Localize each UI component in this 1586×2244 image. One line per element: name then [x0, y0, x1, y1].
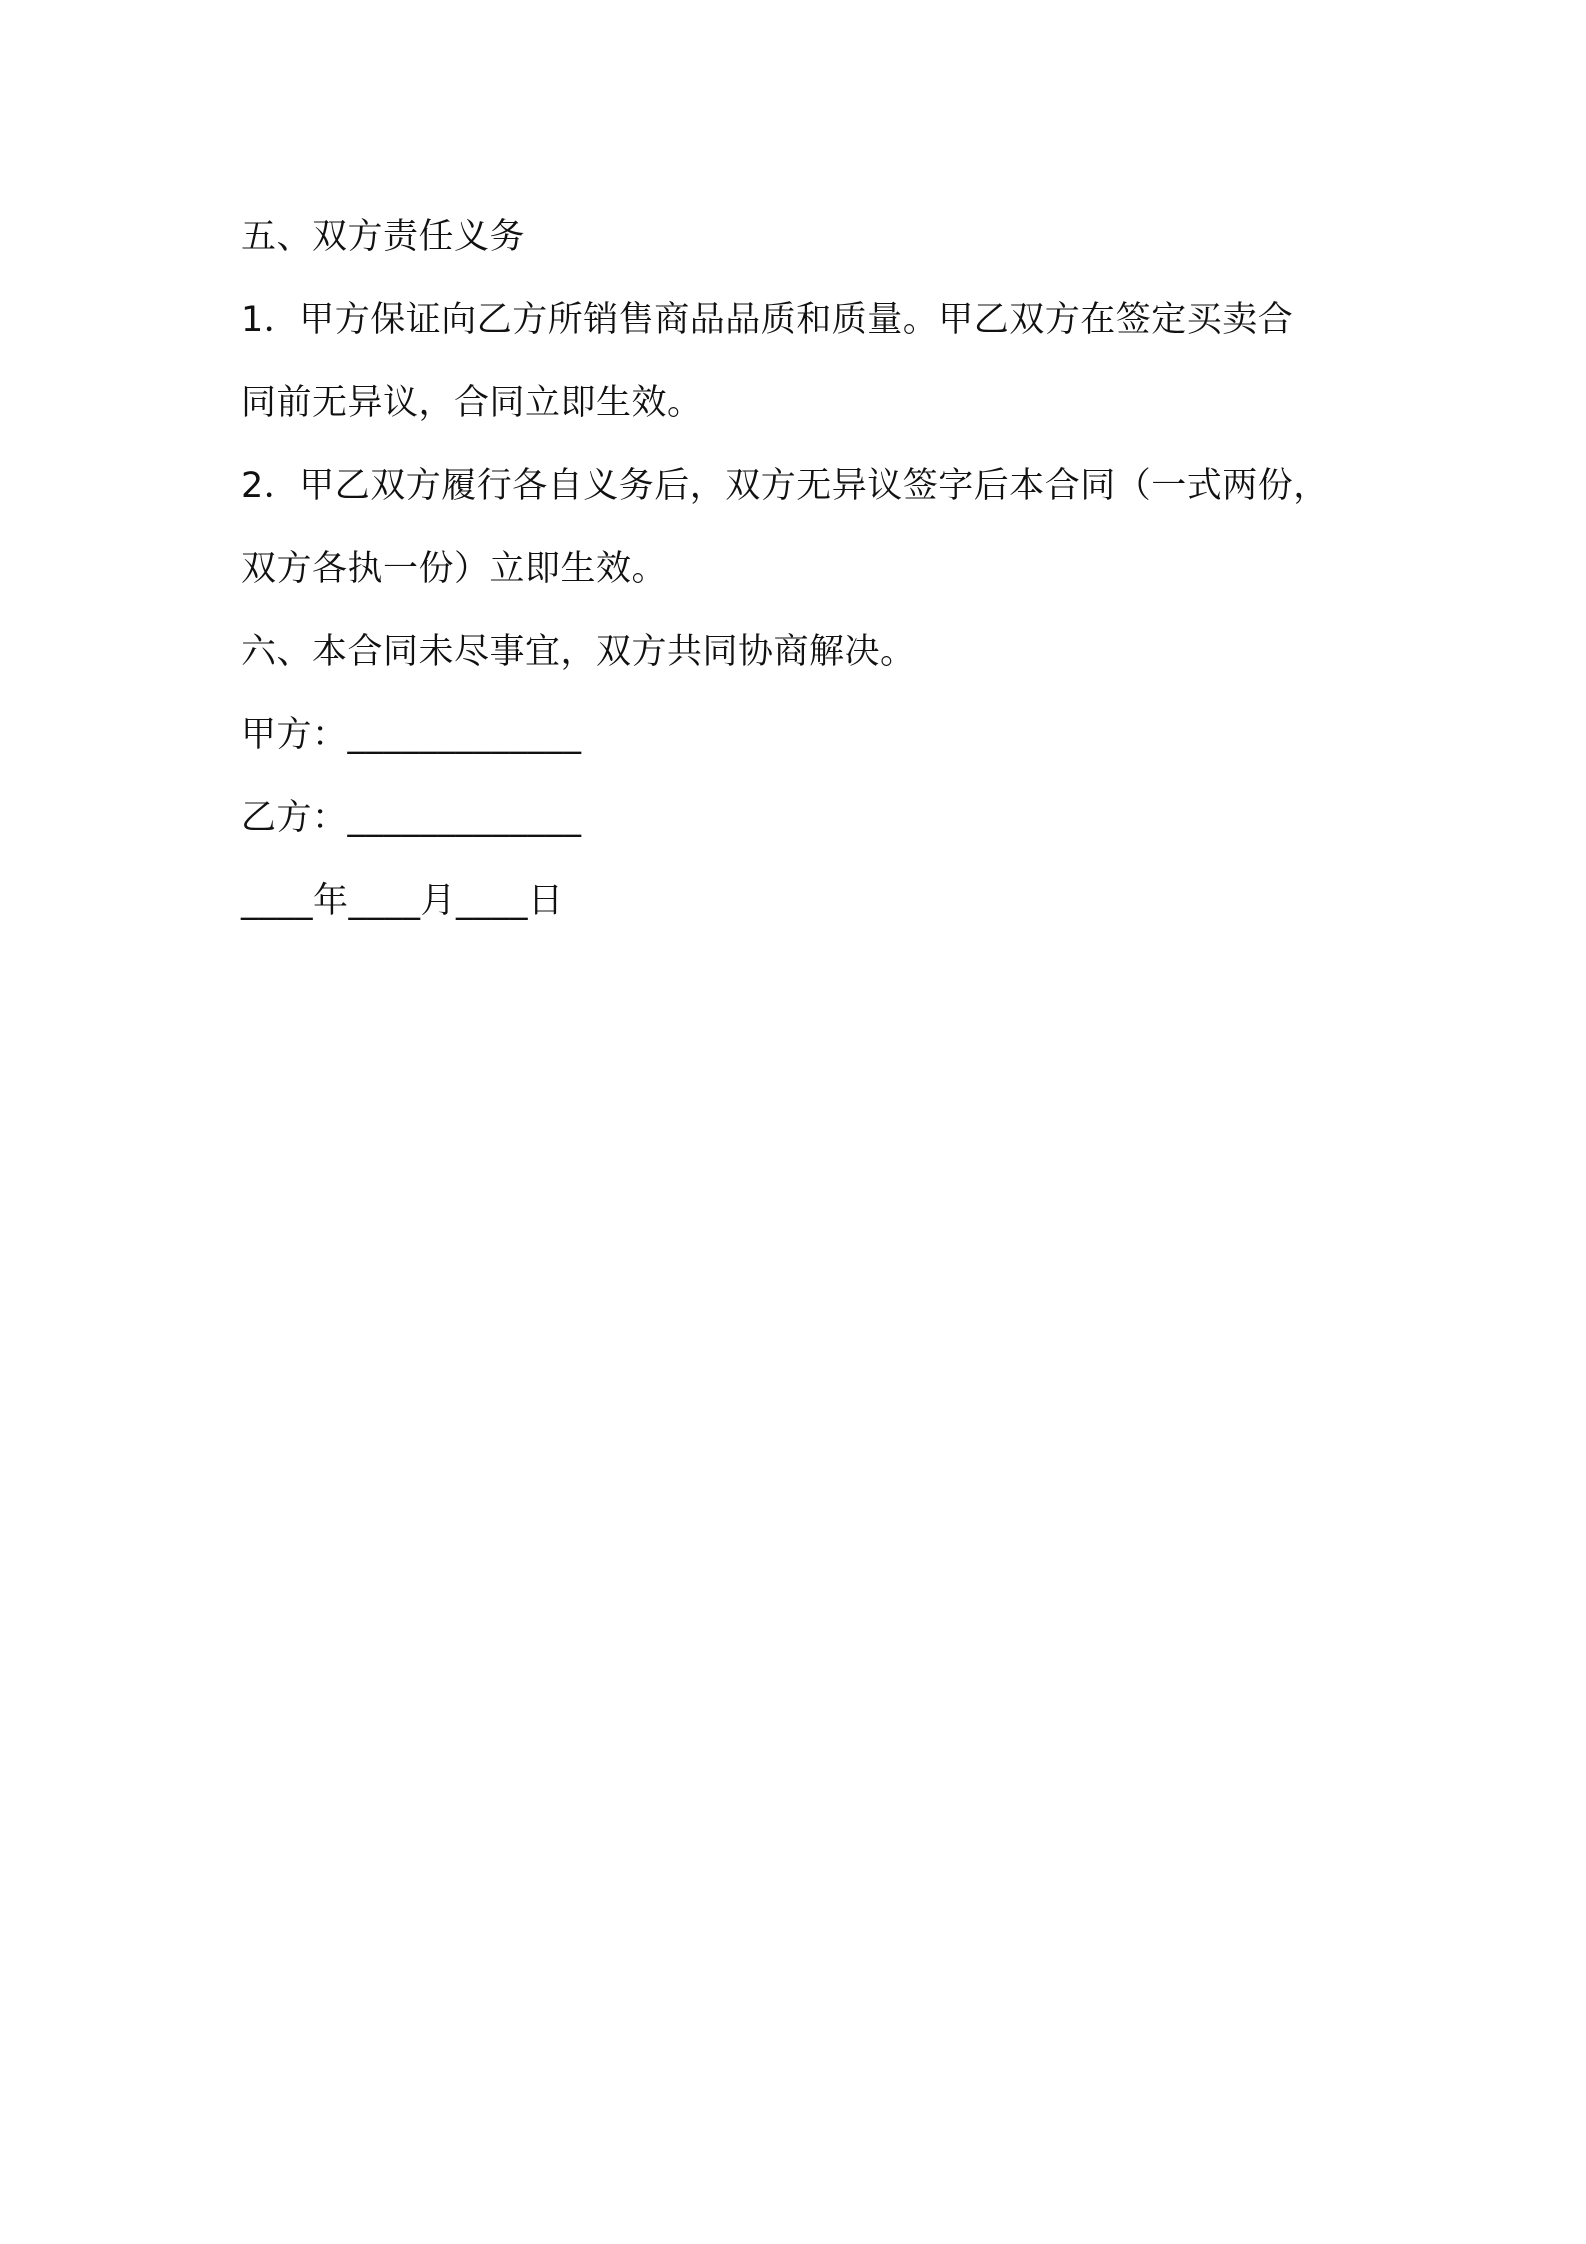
- document-body: [241, 196, 1381, 943]
- clause-one-line-two: 同前无异议，合同立即生效。: [241, 383, 703, 423]
- section-six: 六、本合同未尽事宜，双方共同协商解决。: [241, 632, 916, 672]
- date-line: ____年____月____日: [241, 881, 564, 921]
- clause-two-line-one: 2．甲乙双方履行各自义务后，双方无异议签字后本合同（一式两份，: [241, 466, 1329, 506]
- party-a-signature-line: 甲方：_____________: [241, 715, 582, 755]
- clause-one-line-one: 1．甲方保证向乙方所销售商品品质和质量。甲乙双方在签定买卖合: [241, 300, 1294, 340]
- clause-two-line-two: 双方各执一份）立即生效。: [241, 549, 668, 589]
- section-five-heading: 五、双方责任义务: [241, 217, 526, 257]
- party-b-signature-line: 乙方：_____________: [241, 798, 582, 838]
